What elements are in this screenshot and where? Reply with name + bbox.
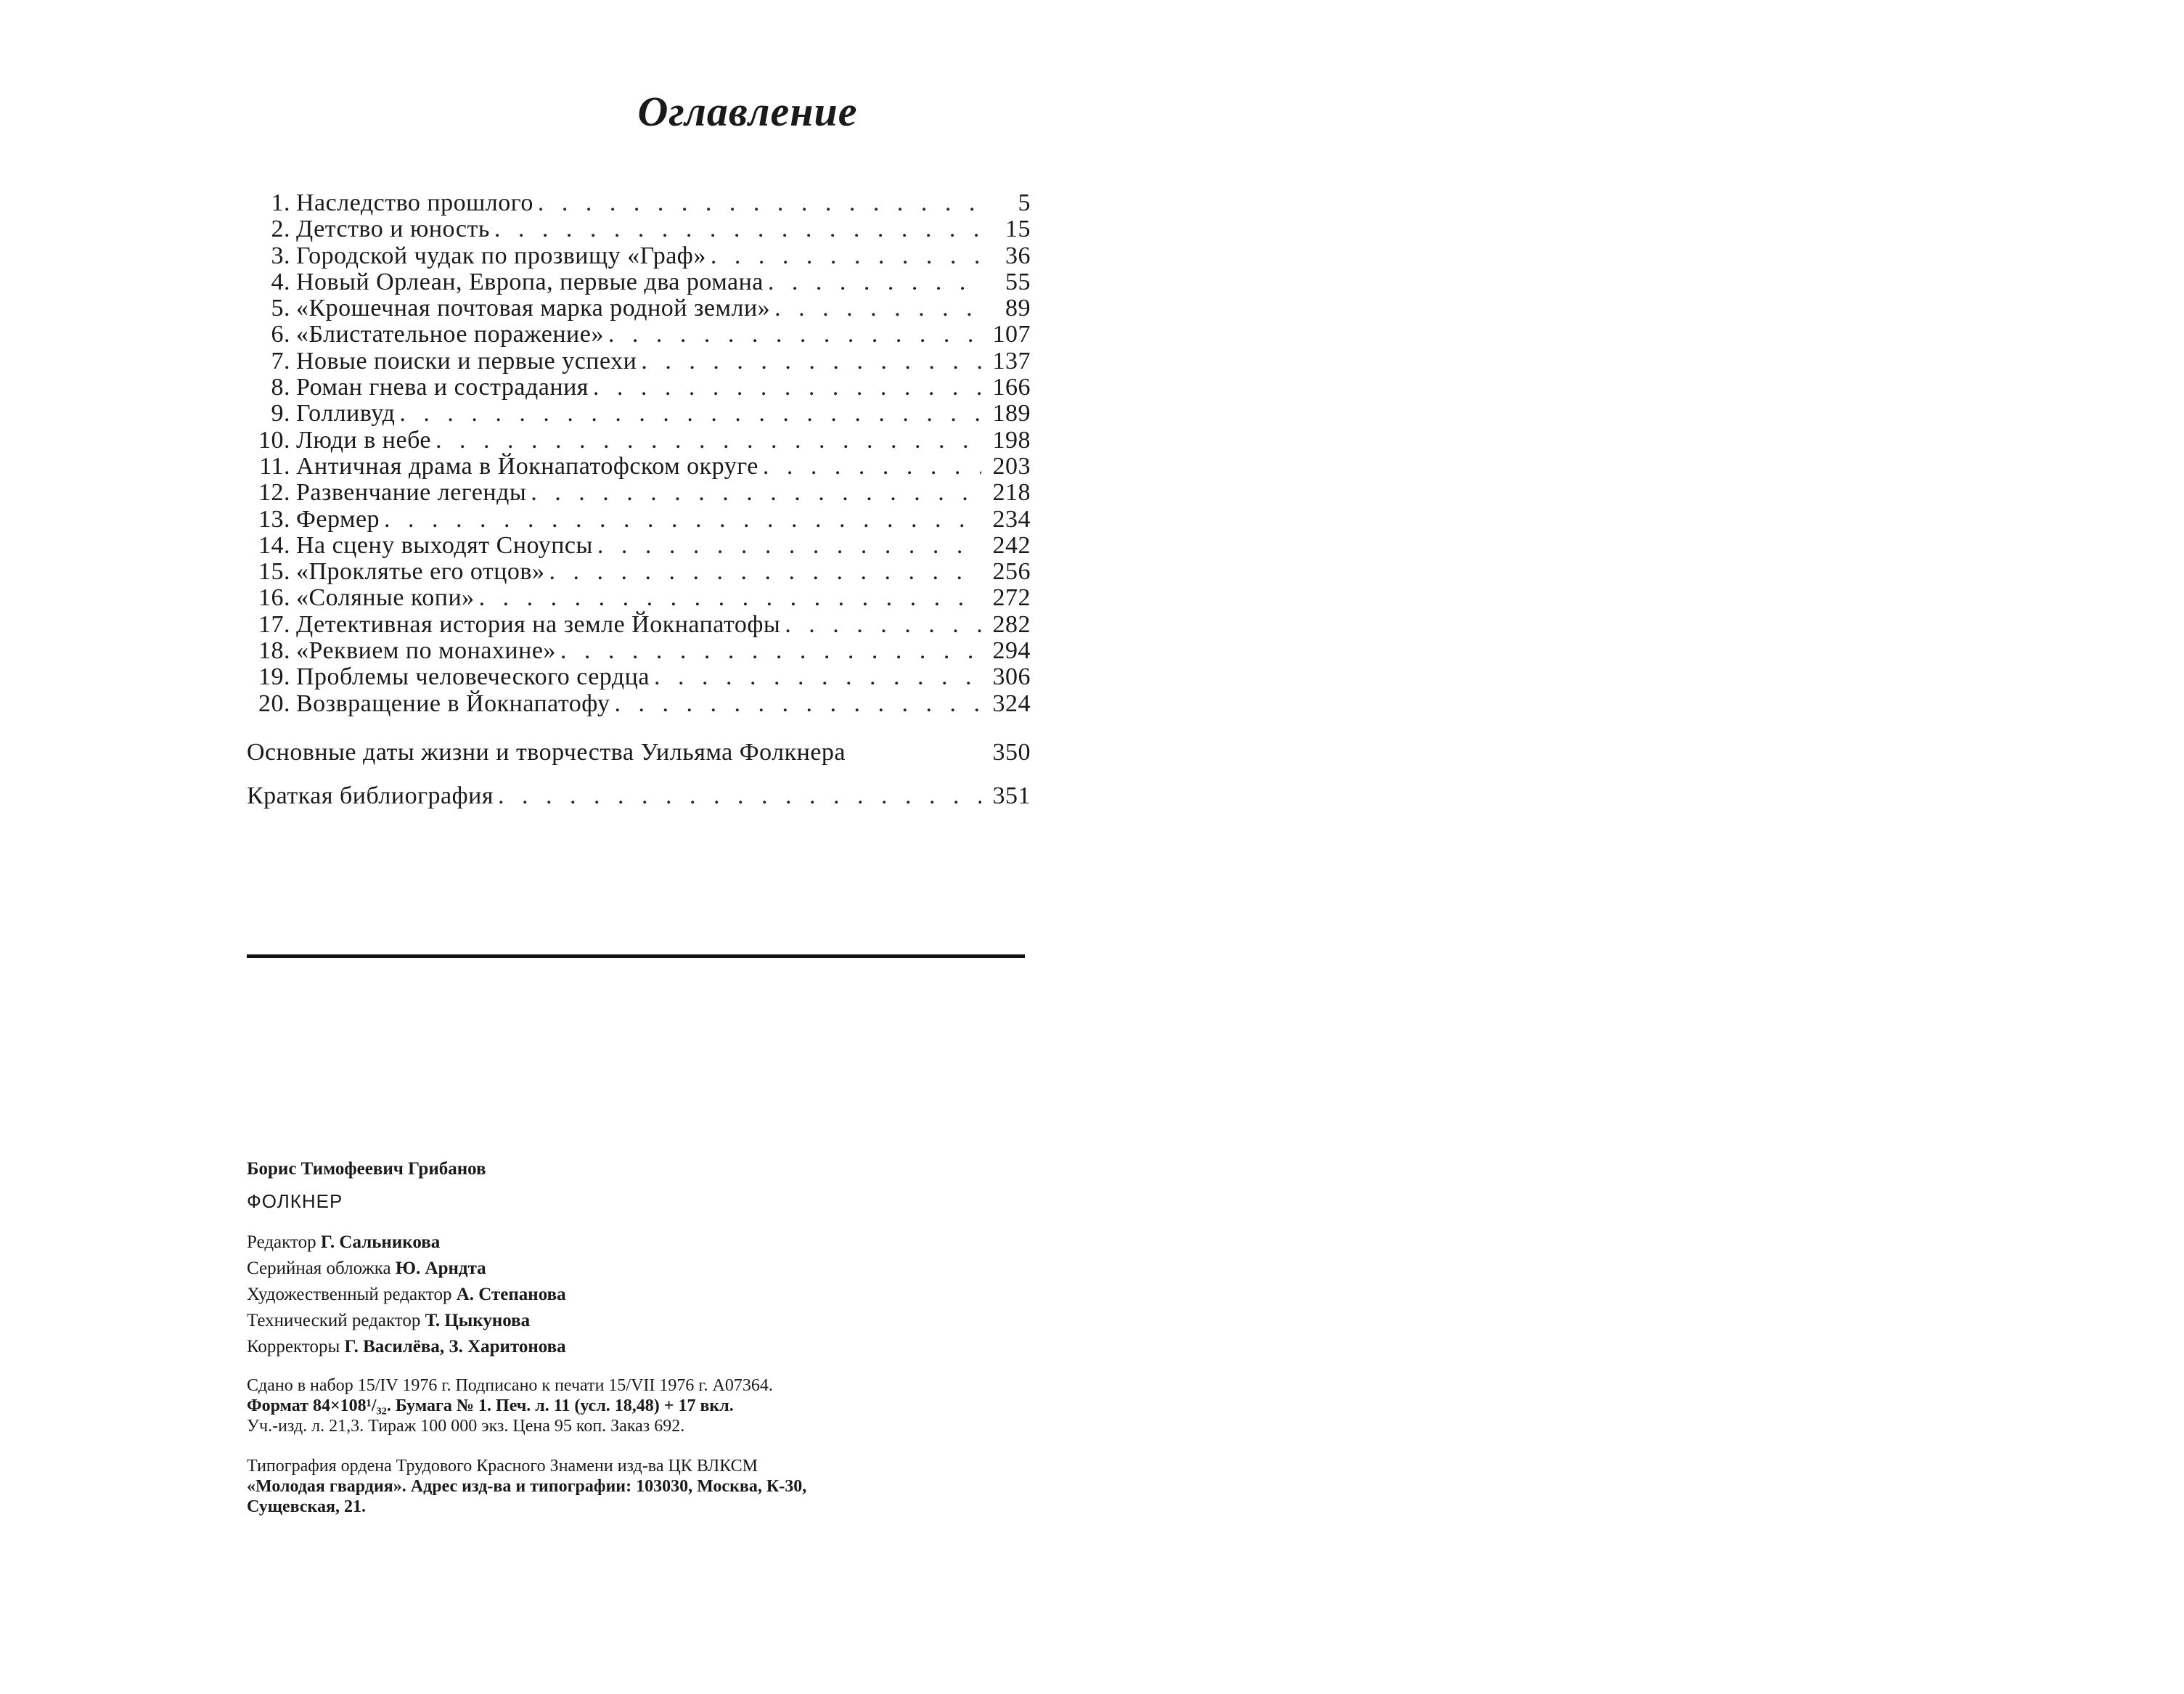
chapter-title: Голливуд	[296, 400, 396, 427]
toc-entry	[240, 243, 1031, 269]
chapter-number: 15.	[258, 558, 290, 586]
chapter-number: 11.	[259, 452, 290, 480]
dot-leader	[785, 612, 981, 638]
dot-leader	[384, 507, 981, 533]
dot-leader	[641, 348, 981, 375]
chapter-title: Детство и юность	[296, 216, 490, 243]
chapter-number: 8.	[271, 374, 290, 401]
page-number: 256	[992, 558, 1031, 586]
credit-name: Т. Цыкунова	[425, 1311, 531, 1330]
chapter-number: 7.	[271, 347, 290, 375]
page-number: 272	[992, 584, 1031, 612]
credit-role: Художественный редактор	[247, 1285, 457, 1304]
chapter-number: 19.	[258, 663, 290, 691]
page-number: 189	[992, 400, 1031, 427]
dot-leader	[435, 427, 981, 454]
dot-leader	[494, 216, 981, 242]
toc-list	[240, 190, 1031, 717]
chapter-number: 3.	[271, 242, 290, 269]
chapter-number: 9.	[271, 400, 290, 427]
printer-block	[247, 1456, 1031, 1517]
page-number: 166	[992, 374, 1031, 401]
credit-line	[247, 1282, 1031, 1309]
chapter-title: Наследство прошлого	[296, 189, 533, 216]
toc-appendix-entry	[247, 783, 1031, 809]
toc-entry	[240, 216, 1031, 242]
credit-role: Серийная обложка	[247, 1259, 396, 1278]
toc-entry	[240, 664, 1031, 690]
chapter-title: «Блистательное поражение»	[296, 321, 604, 348]
toc-entry	[240, 612, 1031, 638]
print-info-line: Уч.-изд. л. 21,3. Тираж 100 000 экз. Цена 95 коп. Заказ 692.	[247, 1417, 685, 1436]
page-number: 350	[992, 739, 1031, 766]
toc-entry	[240, 427, 1031, 454]
dot-leader	[560, 638, 981, 664]
page-number: 306	[992, 663, 1031, 691]
chapter-title: Возвращение в Йокнапатофу	[296, 690, 610, 717]
chapter-number: 13.	[258, 505, 290, 533]
chapter-title: Городской чудак по прозвищу «Граф»	[296, 242, 706, 269]
credits-block	[247, 1230, 1031, 1361]
page-number: 89	[1005, 295, 1031, 322]
chapter-title: Детективная история на земле Йокнапатофы	[296, 610, 781, 638]
page-number: 351	[992, 782, 1031, 809]
toc-entry	[240, 533, 1031, 559]
dot-leader	[549, 559, 981, 585]
chapter-number: 14.	[258, 531, 290, 559]
credit-role: Редактор	[247, 1232, 321, 1252]
toc-appendix-entry	[247, 740, 1031, 766]
dot-leader	[498, 783, 981, 809]
dot-leader	[711, 243, 981, 269]
chapter-number: 12.	[258, 479, 290, 507]
chapter-title: Развенчание легенды	[296, 479, 527, 507]
toc-entry	[240, 559, 1031, 585]
page-number: 107	[992, 321, 1031, 348]
print-info-block	[247, 1375, 1031, 1436]
credit-name: Ю. Арндта	[395, 1259, 486, 1278]
dot-leader	[763, 454, 981, 480]
page-number: 294	[992, 637, 1031, 665]
page-number: 198	[992, 426, 1031, 454]
toc-entry	[240, 507, 1031, 533]
dot-leader	[597, 533, 981, 559]
dot-leader	[479, 585, 981, 611]
chapter-title: Новые поиски и первые успехи	[296, 347, 637, 375]
toc-entry	[240, 322, 1031, 348]
chapter-number: 18.	[258, 637, 290, 665]
toc-entry	[240, 454, 1031, 480]
credit-name: А. Степанова	[456, 1285, 566, 1304]
chapter-title: Античная драма в Йокнапатофском округе	[296, 452, 758, 480]
toc-entry	[240, 401, 1031, 427]
credit-role: Технический редактор	[247, 1311, 425, 1330]
printer-line: Типография ордена Трудового Красного Знамени изд-ва ЦК ВЛКСМ	[247, 1457, 758, 1476]
page-number: 5	[1018, 189, 1031, 216]
chapter-title: «Проклятье его отцов»	[296, 558, 545, 586]
appendix-title: Краткая библиография	[247, 782, 494, 809]
toc-entry	[240, 585, 1031, 611]
chapter-title: «Соляные копи»	[296, 584, 475, 612]
chapter-number: 5.	[271, 295, 290, 322]
chapter-title: На сцену выходят Сноупсы	[296, 531, 593, 559]
dot-leader	[768, 269, 981, 295]
divider-rule	[247, 954, 1025, 958]
page-number: 15	[1005, 216, 1031, 243]
credit-line	[247, 1256, 1031, 1282]
chapter-number: 20.	[258, 690, 290, 717]
toc-entry	[240, 269, 1031, 295]
dot-leader	[654, 664, 981, 690]
chapter-title: «Крошечная почтовая марка родной земли»	[296, 295, 771, 322]
page-number: 55	[1005, 268, 1031, 295]
chapter-title: Люди в небе	[296, 426, 432, 454]
print-info-line: Сдано в набор 15/IV 1976 г. Подписано к печати 15/VII 1976 г. А07364.	[247, 1376, 773, 1395]
print-info-line: Формат 84×108¹/₃₂. Бумага № 1. Печ. л. 11 (усл. 18,48) + 17 вкл.	[247, 1396, 734, 1415]
credit-role: Корректоры	[247, 1337, 345, 1357]
dot-leader	[608, 322, 981, 348]
chapter-number: 1.	[271, 189, 290, 216]
toc-title: Оглавление	[637, 88, 858, 135]
printer-line: «Молодая гвардия». Адрес изд-ва и типографии: 103030, Москва, К-30,	[247, 1477, 807, 1496]
dot-leader	[614, 691, 981, 717]
dot-leader	[399, 401, 981, 427]
chapter-number: 2.	[271, 216, 290, 243]
appendix-title: Основные даты жизни и творчества Уильяма Фолкнера	[247, 739, 846, 766]
chapter-number: 10.	[258, 426, 290, 454]
dot-leader	[593, 375, 981, 401]
author-name: Борис Тимофеевич Грибанов	[247, 1159, 486, 1179]
dot-leader	[774, 295, 981, 322]
toc-entry	[240, 691, 1031, 717]
credit-name: Г. Василёва, З. Харитонова	[344, 1337, 566, 1357]
credit-name: Г. Сальникова	[320, 1232, 441, 1252]
chapter-number: 17.	[258, 610, 290, 638]
chapter-title: Проблемы человеческого сердца	[296, 663, 650, 691]
page-number: 242	[992, 531, 1031, 559]
credit-line	[247, 1335, 1031, 1361]
chapter-number: 16.	[258, 584, 290, 612]
chapter-title: Роман гнева и сострадания	[296, 374, 589, 401]
dot-leader	[531, 480, 981, 506]
page-number: 324	[992, 690, 1031, 717]
dot-leader	[538, 190, 981, 216]
page-number: 218	[992, 479, 1031, 507]
toc-entry	[240, 190, 1031, 216]
chapter-title: «Реквием по монахине»	[296, 637, 556, 665]
toc-entry	[240, 480, 1031, 506]
chapter-title: Фермер	[296, 505, 380, 533]
page-number: 203	[992, 452, 1031, 480]
toc-entry	[240, 295, 1031, 322]
toc-entry	[240, 348, 1031, 375]
book-title: ФОЛКНЕР	[247, 1190, 343, 1212]
page-number: 282	[992, 610, 1031, 638]
credit-line	[247, 1309, 1031, 1335]
chapter-number: 4.	[271, 268, 290, 295]
chapter-number: 6.	[271, 321, 290, 348]
toc-entry	[240, 638, 1031, 664]
page-number: 234	[992, 505, 1031, 533]
credit-line	[247, 1230, 1031, 1256]
chapter-title: Новый Орлеан, Европа, первые два романа	[296, 268, 764, 295]
page-number: 137	[992, 347, 1031, 375]
toc-entry	[240, 375, 1031, 401]
printer-line: Сущевская, 21.	[247, 1497, 367, 1516]
page-number: 36	[1005, 242, 1031, 269]
